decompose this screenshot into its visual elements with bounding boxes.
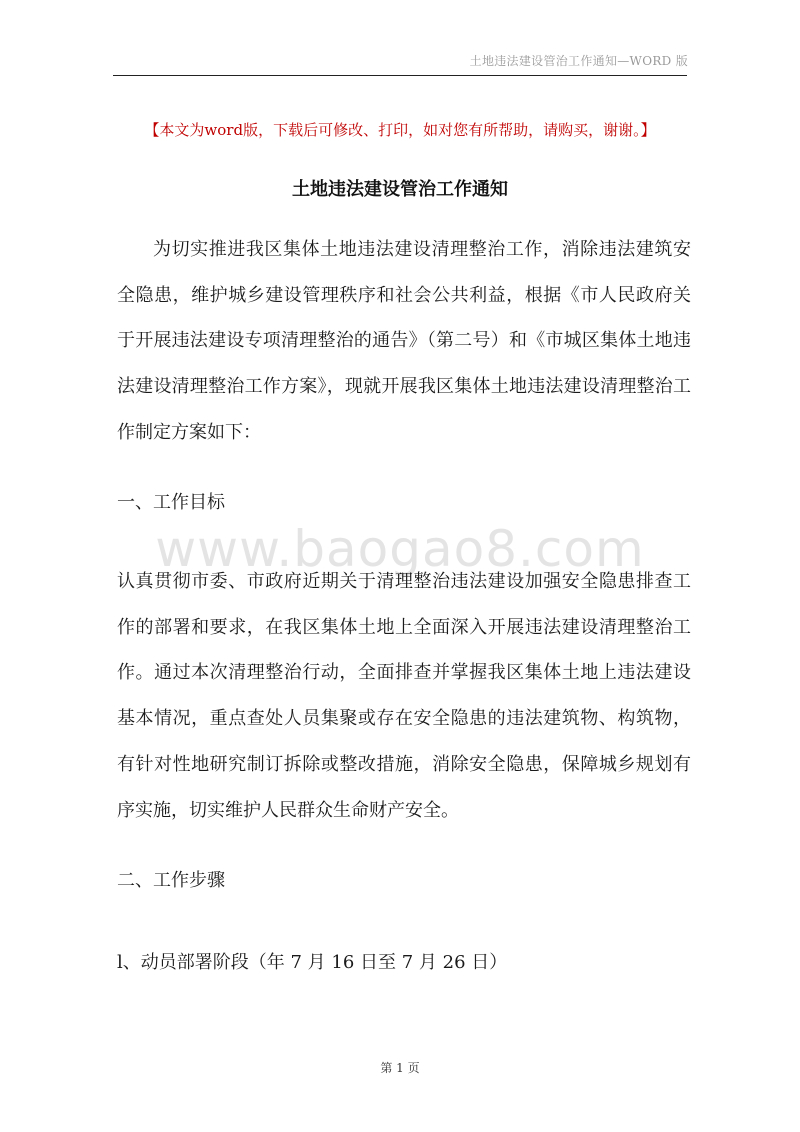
header-divider	[113, 75, 687, 76]
document-title: 土地违法建设管治工作通知	[292, 179, 508, 200]
section-heading-goals: 一、工作目标	[117, 492, 225, 513]
page-number: 第 1 页	[380, 1061, 420, 1075]
section-heading-steps: 二、工作步骤	[117, 870, 225, 891]
goals-paragraph: 认真贯彻市委、市政府近期关于清理整治违法建设加强安全隐患排查工作的部署和要求，在我区集体土地上全面深入开展违法建设清理整治工作。通过本次清理整治行动，全面排查并掌握我区集体土地上违法建设基本情况，重点查处人员集聚或存在安全隐患的违法建筑物、构筑物，有针对性地研究制订拆除或整改措施，消除安全隐患，保障城乡规划有序实施，切实维护人民群众生命财产安全。	[117, 571, 691, 821]
running-header: 土地违法建设管治工作通知—WORD 版	[469, 54, 688, 68]
intro-paragraph: 为切实推进我区集体土地违法建设清理整治工作，消除违法建筑安全隐患，维护城乡建设管理秩序和社会公共利益，根据《市人民政府关于开展违法建设专项清理整治的通告》（第二号）和《市城区集体土地违法建设清理整治工作方案》，现就开展我区集体土地违法建设清理整治工作制定方案如下：	[117, 239, 691, 443]
purchase-notice: 【本文为word版，下载后可修改、打印，如对您有所帮助，请购买，谢谢。】	[144, 121, 656, 139]
watermark: www.baogao8.com	[155, 520, 645, 578]
subsection-heading-mobilization: l、动员部署阶段（年 7 月 16 日至 7 月 26 日）	[117, 952, 508, 973]
